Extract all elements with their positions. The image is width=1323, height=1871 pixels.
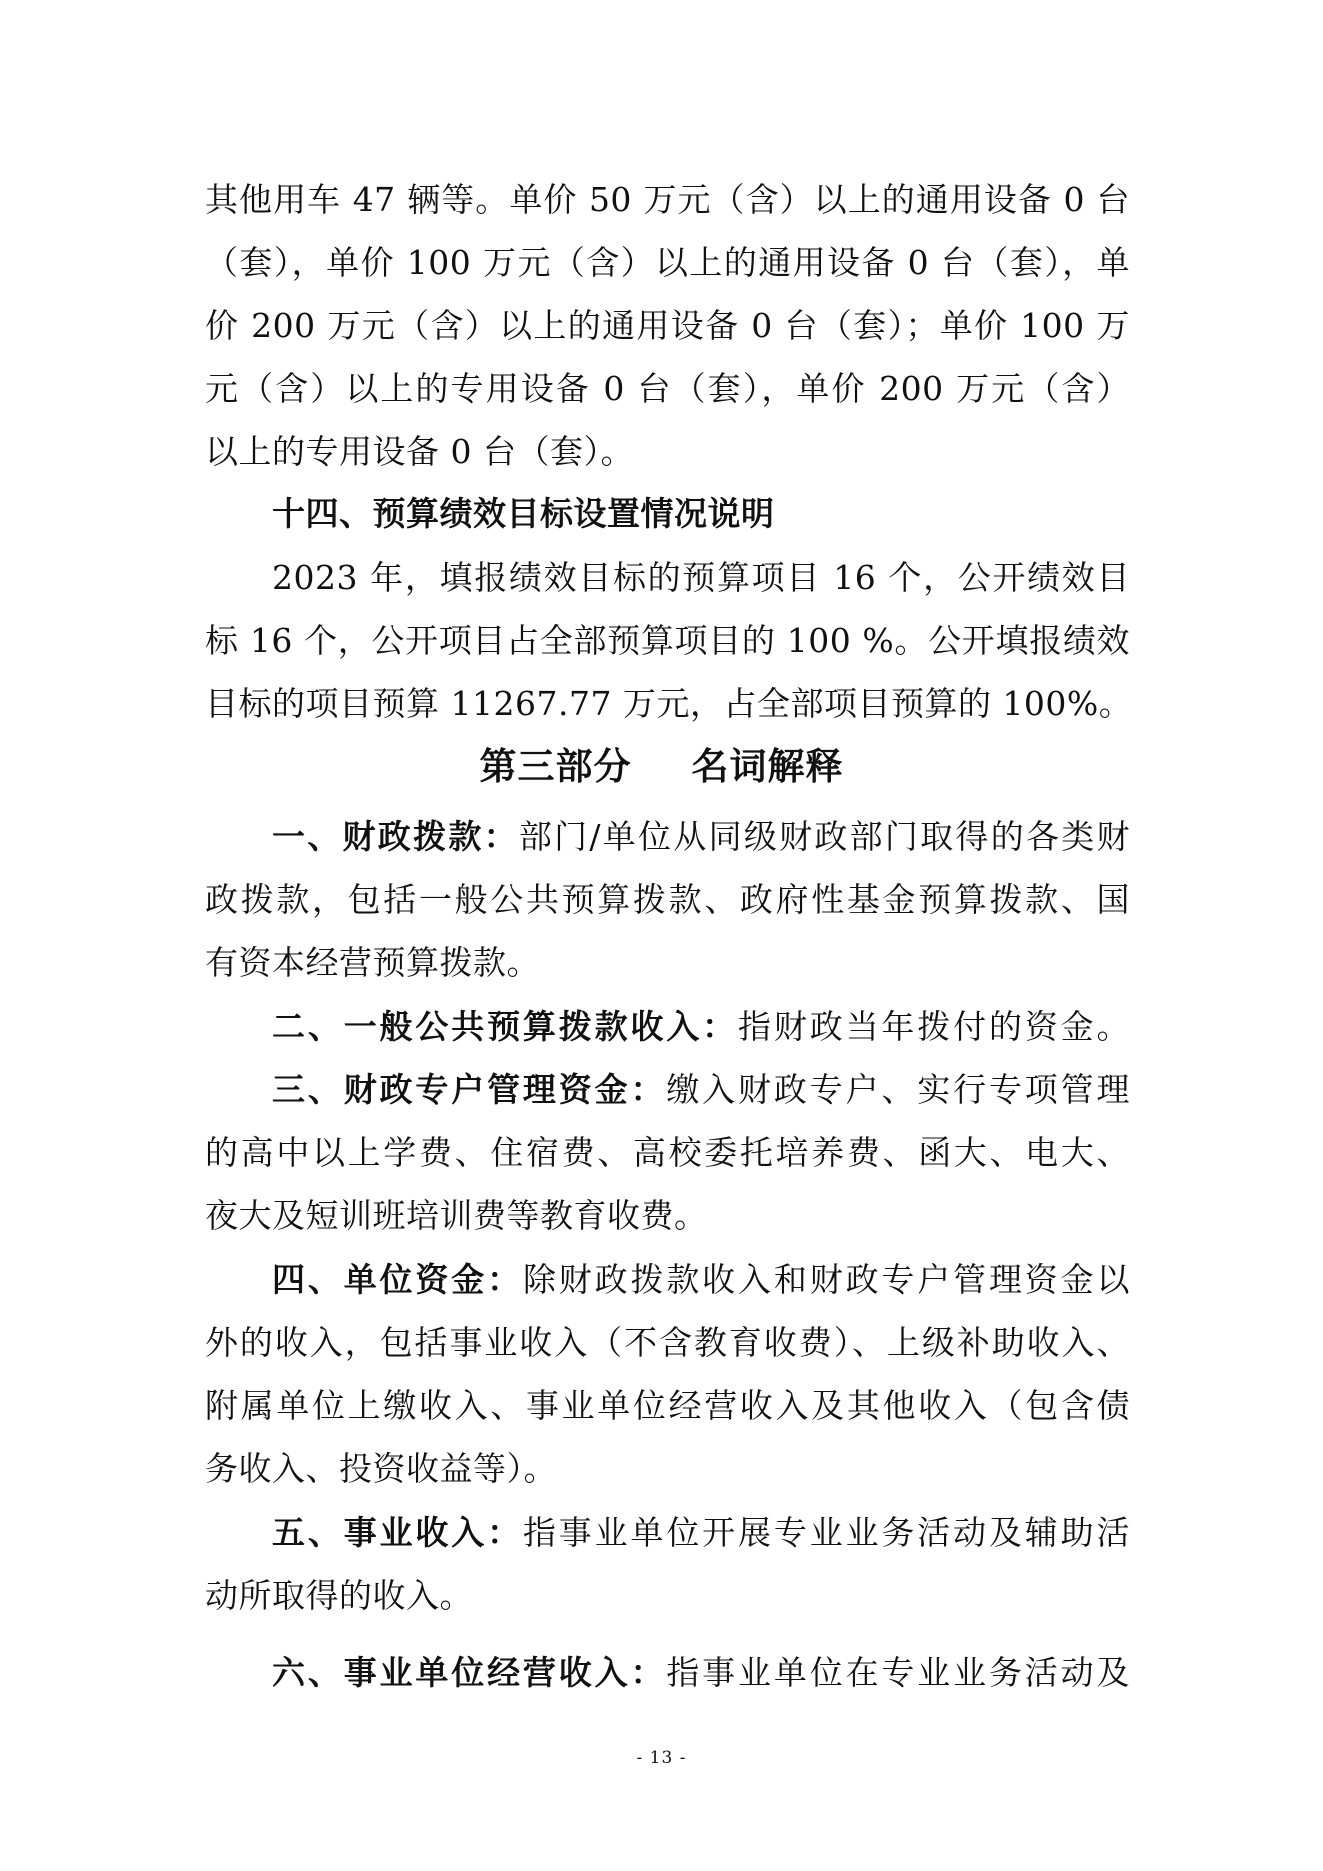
term-entry-line [272, 1007, 1130, 1047]
term-text: 除财政拨款收入和财政专户管理资金以 [522, 1260, 1131, 1299]
paragraph-line: 动所取得的收入。 [205, 1576, 473, 1615]
paragraph-line: 附属单位上缴收入、事业单位经营收入及其他收入（包含债 [205, 1386, 1130, 1425]
part-title-number: 第三部分 [479, 745, 632, 788]
term-entry-line [272, 1513, 1130, 1553]
paragraph-line: （套），单价 100 万元（含）以上的通用设备 0 台（套），单 [205, 243, 1130, 282]
paragraph-line: 2023 年，填报绩效目标的预算项目 16 个，公开绩效目 [272, 558, 1130, 597]
term-text: 部门/单位从同级财政部门取得的各类财 [518, 817, 1130, 856]
term-label: 一、财政拨款： [272, 817, 519, 856]
term-label: 二、一般公共预算拨款收入： [272, 1007, 739, 1046]
paragraph-line: 其他用车 47 辆等。单价 50 万元（含）以上的通用设备 0 台 [205, 180, 1130, 219]
paragraph-line: 价 200 万元（含）以上的通用设备 0 台（套）；单价 100 万 [205, 306, 1130, 345]
term-label: 三、财政专户管理资金： [272, 1070, 667, 1109]
page-number: - 13 - [636, 1748, 687, 1768]
term-text: 指财政当年拨付的资金。 [738, 1007, 1131, 1046]
paragraph-line: 以上的专用设备 0 台（套）。 [205, 432, 634, 471]
term-text: 缴入财政专户、实行专项管理 [666, 1070, 1131, 1109]
term-label: 五、事业收入： [272, 1513, 523, 1552]
paragraph-line: 务收入、投资收益等）。 [205, 1449, 557, 1488]
paragraph-line: 元（含）以上的专用设备 0 台（套），单价 200 万元（含） [205, 369, 1130, 408]
paragraph-line: 标 16 个，公开项目占全部预算项目的 100 %。公开填报绩效 [205, 621, 1130, 660]
paragraph-line: 外的收入，包括事业收入（不含教育收费）、上级补助收入、 [205, 1323, 1130, 1362]
term-entry-line [272, 1653, 1130, 1693]
paragraph-line: 目标的项目预算 11267.77 万元，占全部项目预算的 100%。 [205, 684, 1133, 723]
term-text: 指事业单位开展专业业务活动及辅助活 [522, 1513, 1131, 1552]
paragraph-line: 夜大及短训班培训费等教育收费。 [205, 1196, 708, 1235]
paragraph-line: 的高中以上学费、住宿费、高校委托培养费、函大、电大、 [205, 1133, 1130, 1172]
term-label: 六、事业单位经营收入： [272, 1653, 667, 1692]
part-title-text: 名词解释 [691, 745, 844, 788]
term-label: 四、单位资金： [272, 1260, 523, 1299]
part-title [0, 745, 1323, 789]
paragraph-line: 政拨款，包括一般公共预算拨款、政府性基金预算拨款、国 [205, 880, 1130, 919]
term-entry-line [272, 1260, 1130, 1300]
term-text: 指事业单位在专业业务活动及 [666, 1653, 1131, 1692]
term-entry-line [272, 817, 1130, 857]
paragraph-line: 有资本经营预算拨款。 [205, 943, 540, 982]
section-heading: 十四、预算绩效目标设置情况说明 [272, 494, 775, 533]
term-entry-line [272, 1070, 1130, 1110]
